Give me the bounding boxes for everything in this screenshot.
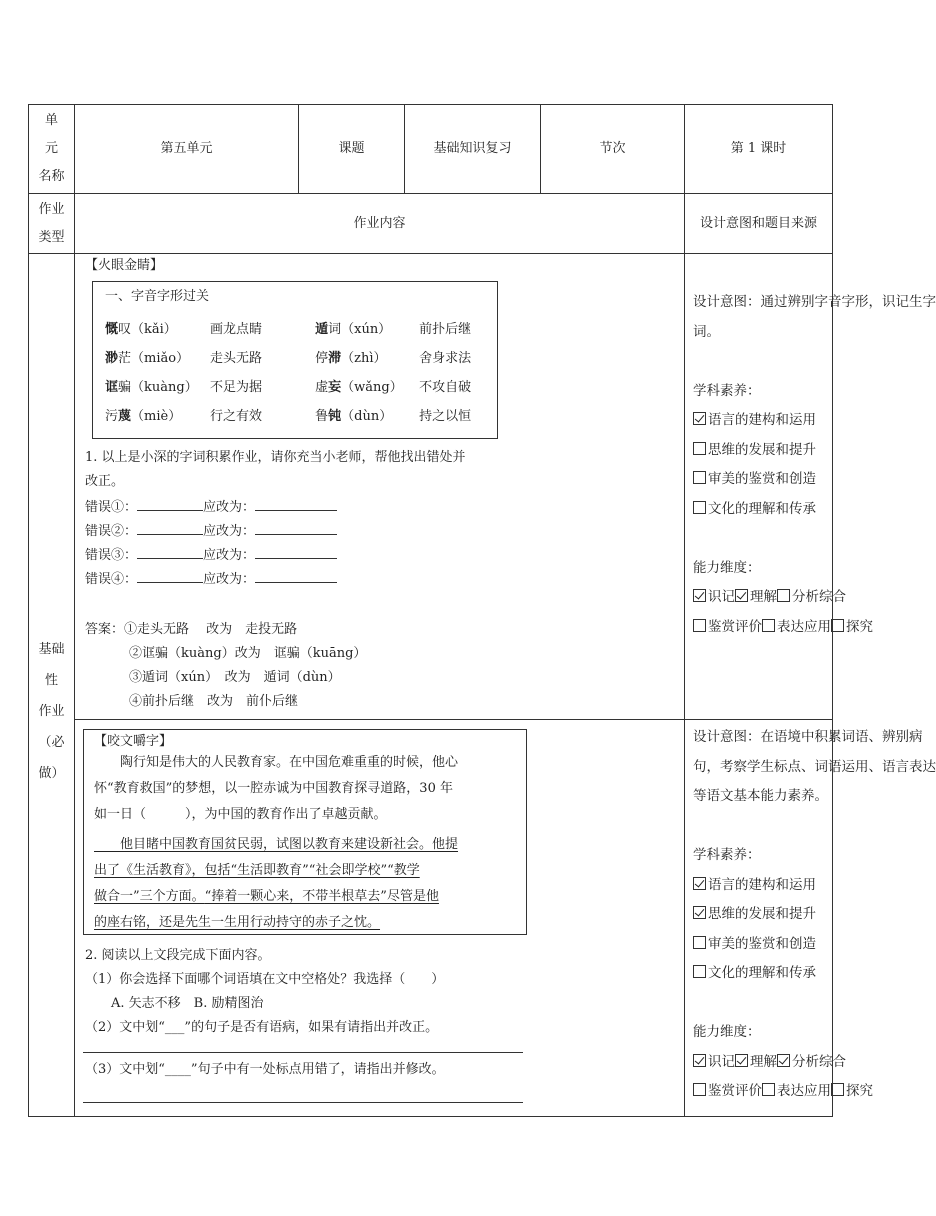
word-item: 持之以恒: [419, 409, 472, 424]
checkbox-label: 识记: [708, 1053, 735, 1070]
checkbox-item[interactable]: [831, 619, 873, 635]
checkbox-item[interactable]: [693, 465, 824, 495]
passage-p1: 陶行知是伟大的人民教育家。在中国危难重重的时候，他心 怀“教育救国”的梦想，以一腔赤诚为中国教育探寻道路，30 年 如一日（ ），为中国的教育作出了卓越贡献。: [94, 755, 459, 822]
unchecked-box-icon[interactable]: [693, 471, 706, 484]
answer-line[interactable]: [83, 1052, 523, 1053]
checked-box-icon[interactable]: [735, 1054, 748, 1067]
word-item: 停滞（zhì）: [315, 351, 387, 366]
unchecked-box-icon[interactable]: [693, 965, 706, 978]
checkbox-label: 探究: [846, 1083, 873, 1099]
homework-table: [28, 104, 936, 1117]
part1-design: 设计意图：通过辨别字音字形，识记生字 词。 学科素养： 语言的建构和运用 思维的发展和提升 审美的鉴赏和创造 文化的理解和传承 能力维度： 识记 理解 分析综合 鉴赏评价 表达应用 探究: [685, 254, 833, 720]
error-list: [85, 496, 535, 592]
basic-homework-label: 基础 性 作业 （必 做）: [29, 254, 75, 1117]
unchecked-box-icon[interactable]: [693, 936, 706, 949]
unchecked-box-icon[interactable]: [693, 501, 706, 514]
checked-box-icon[interactable]: [735, 589, 748, 602]
checkbox-item[interactable]: [693, 1054, 735, 1070]
checked-box-icon[interactable]: [693, 1054, 706, 1067]
checkbox-item[interactable]: [762, 1083, 831, 1099]
word-item: 行之有效: [210, 409, 263, 424]
checkbox-item[interactable]: [777, 589, 846, 605]
checkbox-label: 分析综合: [792, 589, 846, 605]
checked-box-icon[interactable]: [693, 877, 706, 890]
error-row: 错误④： 应改为：: [85, 568, 535, 592]
checkbox-item[interactable]: [693, 930, 824, 960]
question-1: 1. 以上是小深的字词积累作业，请你充当小老师，帮他找出错处并 改正。: [85, 450, 466, 489]
checkbox-label: 思维的发展和提升: [708, 441, 816, 458]
answer-blank[interactable]: [255, 568, 337, 583]
checked-box-icon[interactable]: [777, 1054, 790, 1067]
checkbox-label: 表达应用: [777, 618, 831, 635]
word-item: 不足为据: [210, 380, 263, 395]
word-item: 前扑后继: [419, 322, 472, 337]
word-item: 诓骗（kuàng）: [105, 380, 198, 395]
answer-blank[interactable]: [255, 496, 337, 511]
part2-content: [75, 720, 685, 1117]
topic-label: 课题: [299, 105, 405, 194]
checkbox-item[interactable]: [735, 589, 777, 605]
word-item: 虚妄（wǎng）: [315, 380, 403, 395]
unchecked-box-icon[interactable]: [831, 1083, 844, 1096]
question-2: 2. 阅读以上文段完成下面内容。 （1）你会选择下面哪个词语填在文中空格处？我选择（ ） A. 矢志不移 B. 励精图治 （2）文中划“___”的句子是否有语病，如果有请指出并改正。: [85, 948, 445, 1035]
word-item: 渺茫（miǎo）: [105, 351, 190, 366]
checkbox-label: 思维的发展和提升: [708, 906, 816, 922]
checkbox-item[interactable]: [693, 871, 824, 901]
content-header: 作业内容: [75, 194, 685, 254]
error-row: 错误①： 应改为：: [85, 496, 535, 520]
checkbox-label: 审美的鉴赏和创造: [708, 471, 816, 487]
unchecked-box-icon[interactable]: [762, 619, 775, 632]
part2-design: 设计意图：在语境中积累词语、辨别病 句，考察学生标点、词语运用、语言表达 等语文基本能力素养。 学科素养： 语言的建构和运用 思维的发展和提升 审美的鉴赏和创造 文化的理解和传承 能力维度： 识记 理解 分析综合 鉴赏评价 表达应用 探究: [685, 720, 833, 1117]
checkbox-item[interactable]: [693, 495, 824, 525]
checkbox-label: 鉴赏评价: [708, 1083, 762, 1099]
answer-blank[interactable]: [137, 544, 203, 559]
checkbox-label: 理解: [750, 589, 777, 605]
session: 第 1 课时: [685, 105, 833, 194]
checkbox-item[interactable]: [693, 436, 824, 466]
checkbox-item[interactable]: [693, 589, 735, 605]
unchecked-box-icon[interactable]: [693, 619, 706, 632]
word-item: 污蔑（miè）: [105, 409, 182, 424]
word-item: 鲁钝（dùn）: [315, 409, 393, 424]
word-row: [105, 344, 497, 373]
answer-blank[interactable]: [255, 520, 337, 535]
checkbox-item[interactable]: [735, 1054, 777, 1070]
checkbox-label: 理解: [750, 1053, 777, 1070]
unchecked-box-icon[interactable]: [777, 589, 790, 602]
type-label: 作业 类型: [29, 194, 75, 254]
checkbox-item[interactable]: [777, 1054, 846, 1070]
word-box-title: 一、字音字形过关: [105, 289, 210, 304]
word-box: [92, 281, 498, 439]
checkbox-item[interactable]: [762, 619, 831, 635]
checked-box-icon[interactable]: [693, 589, 706, 602]
checkbox-label: 语言的建构和运用: [708, 412, 816, 428]
part1-title: 【火眼金睛】: [85, 258, 164, 273]
checkbox-item[interactable]: [693, 900, 824, 930]
checkbox-item[interactable]: [693, 1083, 762, 1099]
passage-box: [83, 729, 527, 935]
answers: 答案：①走头无路 改为 走投无路 ②诓骗（kuàng）改为 诓骗（kuāng） ③遁词（xún） 改为 遁词（dùn） ④前扑后继 改为 前仆后继: [85, 622, 367, 709]
unchecked-box-icon[interactable]: [762, 1083, 775, 1096]
word-item: 遁词（xún）: [315, 322, 392, 337]
word-row: [105, 315, 497, 344]
question-2-3: （3）文中划“____”句子中有一处标点用错了，请指出并修改。: [85, 1062, 445, 1077]
unit-name-label: 单 元 名称: [29, 105, 75, 194]
checkbox-label: 语言的建构和运用: [708, 876, 816, 893]
topic: 基础知识复习: [405, 105, 541, 194]
checkbox-label: 审美的鉴赏和创造: [708, 935, 816, 952]
checkbox-item[interactable]: [693, 619, 762, 635]
unit-name: 第五单元: [75, 105, 299, 194]
checkbox-item[interactable]: [693, 959, 824, 989]
passage-p2: 他目睹中国教育国贫民弱，试图以教育来建设新社会。他提 出了《生活教育》，包括“生活即教育”“社会即学校”“教学 做合一”三个方面。“捧着一颗心来，不带半根草去”尽管是他 的座右铭，还是先生一生用行动持守的赤子之忱。: [94, 837, 459, 930]
design-header: 设计意图和题目来源: [685, 194, 833, 254]
word-row: [105, 402, 497, 431]
checkbox-label: 探究: [846, 618, 873, 635]
answer-blank[interactable]: [137, 520, 203, 535]
unchecked-box-icon[interactable]: [693, 1083, 706, 1096]
answer-line[interactable]: [83, 1102, 523, 1103]
answer-blank[interactable]: [137, 496, 203, 511]
checkbox-item[interactable]: [693, 406, 824, 436]
session-label: 节次: [541, 105, 685, 194]
part2-title: 【咬文嚼字】: [94, 734, 173, 749]
error-row: 错误②： 应改为：: [85, 520, 535, 544]
part1-content: [75, 254, 685, 720]
checkbox-label: 表达应用: [777, 1083, 831, 1099]
word-item: 走头无路: [210, 351, 263, 366]
checked-box-icon[interactable]: [693, 412, 706, 425]
checkbox-label: 文化的理解和传承: [708, 500, 816, 517]
checkbox-label: 文化的理解和传承: [708, 965, 816, 981]
checkbox-item[interactable]: [831, 1083, 873, 1099]
word-item: 舍身求法: [419, 351, 472, 366]
unchecked-box-icon[interactable]: [831, 619, 844, 632]
checkbox-label: 鉴赏评价: [708, 618, 762, 635]
checked-box-icon[interactable]: [693, 906, 706, 919]
answer-blank[interactable]: [255, 544, 337, 559]
word-row: [105, 373, 497, 402]
word-item: 画龙点睛: [210, 322, 263, 337]
word-item: 慨叹（kǎi）: [105, 322, 177, 337]
checkbox-label: 分析综合: [792, 1053, 846, 1070]
unchecked-box-icon[interactable]: [693, 442, 706, 455]
word-item: 不攻自破: [419, 380, 472, 395]
checkbox-label: 识记: [708, 589, 735, 605]
error-row: 错误③： 应改为：: [85, 544, 535, 568]
answer-blank[interactable]: [137, 568, 203, 583]
